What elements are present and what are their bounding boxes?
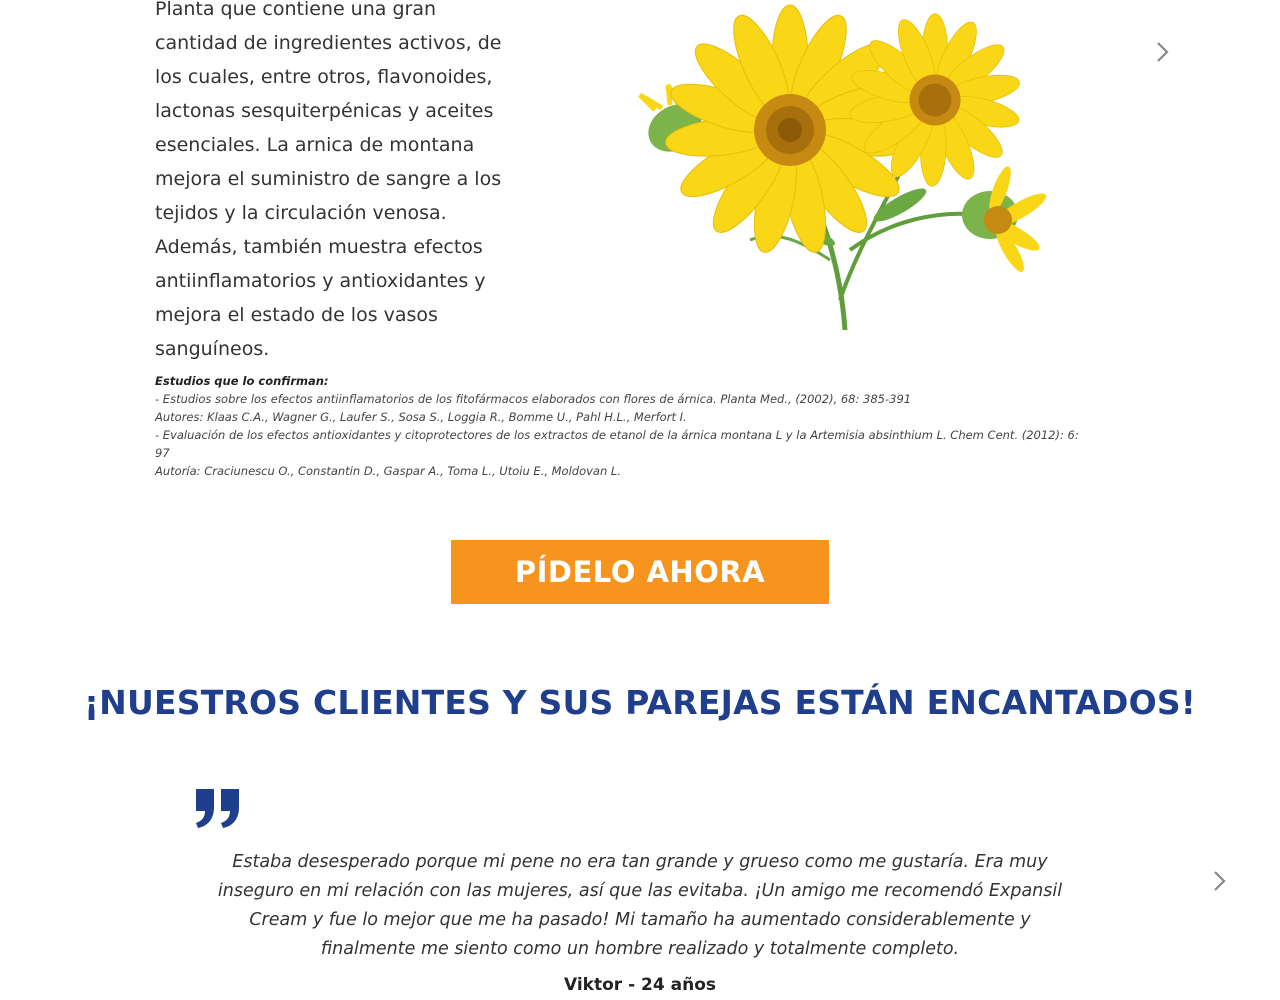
- ingredient-line: tejidos y la circulación venosa.: [155, 202, 447, 224]
- testimonials-heading: ¡NUESTROS CLIENTES Y SUS PAREJAS ESTÁN ENCANTADOS!: [83, 683, 1197, 722]
- study-line: Autoría: Craciunescu O., Constantin D., Gaspar A., Toma L., Utoiu E., Moldovan L.: [155, 464, 621, 478]
- quote-line: inseguro en mi relación con las mujeres, así que las evitaba. ¡Un amigo me recomendó Expansil: [217, 881, 1063, 901]
- quote-icon: [194, 787, 242, 829]
- ingredient-line: esenciales. La arnica de montana: [155, 134, 475, 156]
- ingredient-line: cantidad de ingredientes activos, de: [155, 32, 502, 54]
- study-line: - Estudios sobre los efectos antiinflamatorios de los fitofármacos elaborados con flores de árnica. Planta Med., (2002), 68: 385-391: [155, 392, 912, 406]
- ingredient-line: Planta que contiene una gran: [155, 0, 437, 20]
- ingredient-line: Además, también muestra efectos: [155, 236, 483, 258]
- study-line: - Evaluación de los efectos antioxidantes y citoprotectores de los extractos de etanol de la árnica montana L y la Artemisia absinthium L. Chem Cent. (2012): 6:: [155, 428, 1079, 442]
- ingredient-line: lactonas sesquiterpénicas y aceites: [155, 100, 494, 122]
- arnica-flower-image: [600, 0, 1080, 335]
- quote-line: Cream y fue lo mejor que me ha pasado! Mi tamaño ha aumentado considerablemente y: [249, 910, 1031, 930]
- ingredient-line: mejora el suministro de sangre a los: [155, 168, 502, 190]
- testimonial-quote: [190, 848, 1090, 964]
- quote-line: Estaba desesperado porque mi pene no era tan grande y grueso como me gustaría. Era muy: [232, 852, 1048, 872]
- ingredient-line: mejora el estado de los vasos: [155, 304, 438, 326]
- ingredient-line: antiinflamatorios y antioxidantes y: [155, 270, 486, 292]
- study-line: 97: [155, 446, 170, 460]
- next-slide-button[interactable]: [1150, 40, 1174, 64]
- ingredient-line: los cuales, entre otros, flavonoides,: [155, 66, 493, 88]
- chevron-right-icon: [1150, 40, 1174, 64]
- studies-title: Estudios que lo confirman:: [155, 374, 329, 388]
- chevron-right-icon: [1207, 869, 1231, 893]
- order-now-button[interactable]: PÍDELO AHORA: [451, 540, 829, 604]
- ingredient-line: sanguíneos.: [155, 338, 270, 360]
- ingredient-description: [155, 0, 535, 366]
- quote-line: finalmente me siento como un hombre realizado y totalmente completo.: [320, 939, 960, 959]
- study-line: Autores: Klaas C.A., Wagner G., Laufer S., Sosa S., Loggia R., Bomme U., Pahl H.L., Merfort I.: [155, 410, 687, 424]
- next-testimonial-button[interactable]: [1207, 869, 1231, 893]
- studies-references: [155, 372, 1125, 480]
- testimonial-author: Viktor - 24 años: [563, 975, 717, 995]
